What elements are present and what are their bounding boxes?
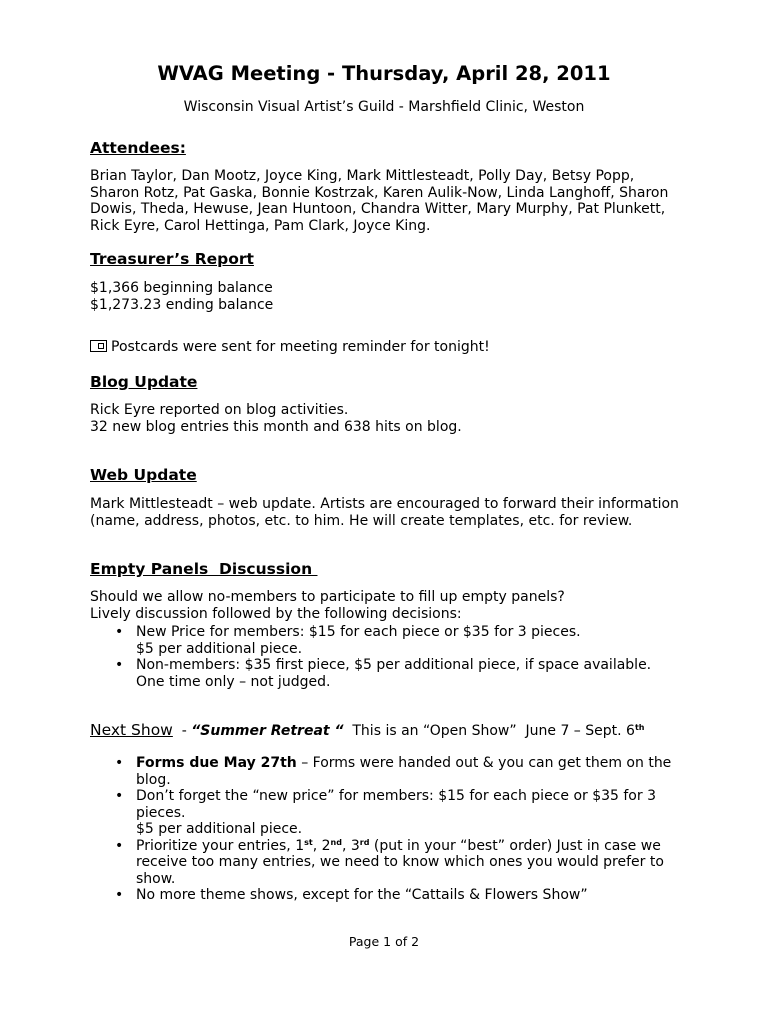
postcard-icon	[90, 340, 107, 352]
list-item: • Forms due May 27th – Forms were handed out & you can get them on the blog.	[90, 755, 690, 788]
next-show-heading: Next Show	[90, 721, 173, 739]
blog-heading: Blog Update	[90, 373, 198, 391]
page-title: WVAG Meeting - Thursday, April 28, 2011	[157, 62, 611, 85]
treasurer-report	[90, 280, 690, 313]
web-heading: Web Update	[90, 466, 197, 484]
web-line: (name, address, photos, etc. to him. He will create templates, etc. for review.	[90, 512, 633, 529]
attendees-heading: Attendees:	[90, 139, 186, 157]
panels-decisions	[90, 624, 690, 690]
list-item: • Don’t forget the “new price” for members: $15 for each piece or $35 for 3 pieces. $5 per additional piece.	[90, 788, 690, 838]
attendees-list	[90, 168, 690, 234]
forms-due: Forms due May 27th	[136, 755, 297, 771]
blog-line: 32 new blog entries this month and 638 hits on blog.	[90, 418, 462, 435]
blog-line: Rick Eyre reported on blog activities.	[90, 402, 349, 418]
next-show-items	[90, 755, 690, 904]
page-footer: Page 1 of 2	[348, 934, 420, 949]
attendees-line: Sharon Rotz, Pat Gaska, Bonnie Kostrzak, Karen Aulik-Now, Linda Langhoff, Sharon	[90, 184, 669, 201]
show-description: This is an “Open Show” June 7 – Sept. 6	[343, 723, 635, 739]
web-update	[90, 496, 690, 529]
page-subtitle: Wisconsin Visual Artist’s Guild - Marshfield Clinic, Weston	[183, 99, 585, 115]
next-show-line: Next Show - “Summer Retreat “ This is an “Open Show” June 7 – Sept. 6th	[90, 721, 645, 739]
panels-intro-line: Should we allow no-members to participate to fill up empty panels?	[90, 589, 565, 605]
list-item: • Non-members: $35 first piece, $5 per additional piece, if space available. One time only – not judged.	[90, 657, 690, 690]
beginning-balance: $1,366 beginning balance	[90, 280, 273, 296]
postcards-note	[90, 339, 690, 356]
panels-intro-line: Lively discussion followed by the following decisions:	[90, 605, 462, 622]
treasurer-heading: Treasurer’s Report	[90, 250, 254, 268]
blog-update	[90, 402, 690, 435]
web-line: Mark Mittlesteadt – web update. Artists are encouraged to forward their information	[90, 496, 679, 512]
attendees-line: Brian Taylor, Dan Mootz, Joyce King, Mark Mittlesteadt, Polly Day, Betsy Popp,	[90, 168, 635, 184]
attendees-line: Dowis, Theda, Hewuse, Jean Huntoon, Chandra Witter, Mary Murphy, Pat Plunkett,	[90, 201, 666, 217]
show-name: “Summer Retreat “	[191, 723, 344, 739]
panels-heading: Empty Panels Discussion	[90, 560, 318, 578]
panels-intro	[90, 589, 690, 622]
list-item: • New Price for members: $15 for each piece or $35 for 3 pieces. $5 per additional piece.	[90, 624, 690, 657]
postcards-text: Postcards were sent for meeting reminder for tonight!	[111, 339, 490, 355]
list-item: • No more theme shows, except for the “Cattails & Flowers Show”	[90, 887, 690, 904]
list-item: • Prioritize your entries, 1st, 2nd, 3rd (put in your “best” order) Just in case we receive too many entries, we need to know which ones you would prefer to show.	[90, 838, 690, 888]
attendees-line: Rick Eyre, Carol Hettinga, Pam Clark, Joyce King.	[90, 217, 431, 234]
ending-balance: $1,273.23 ending balance	[90, 296, 274, 313]
